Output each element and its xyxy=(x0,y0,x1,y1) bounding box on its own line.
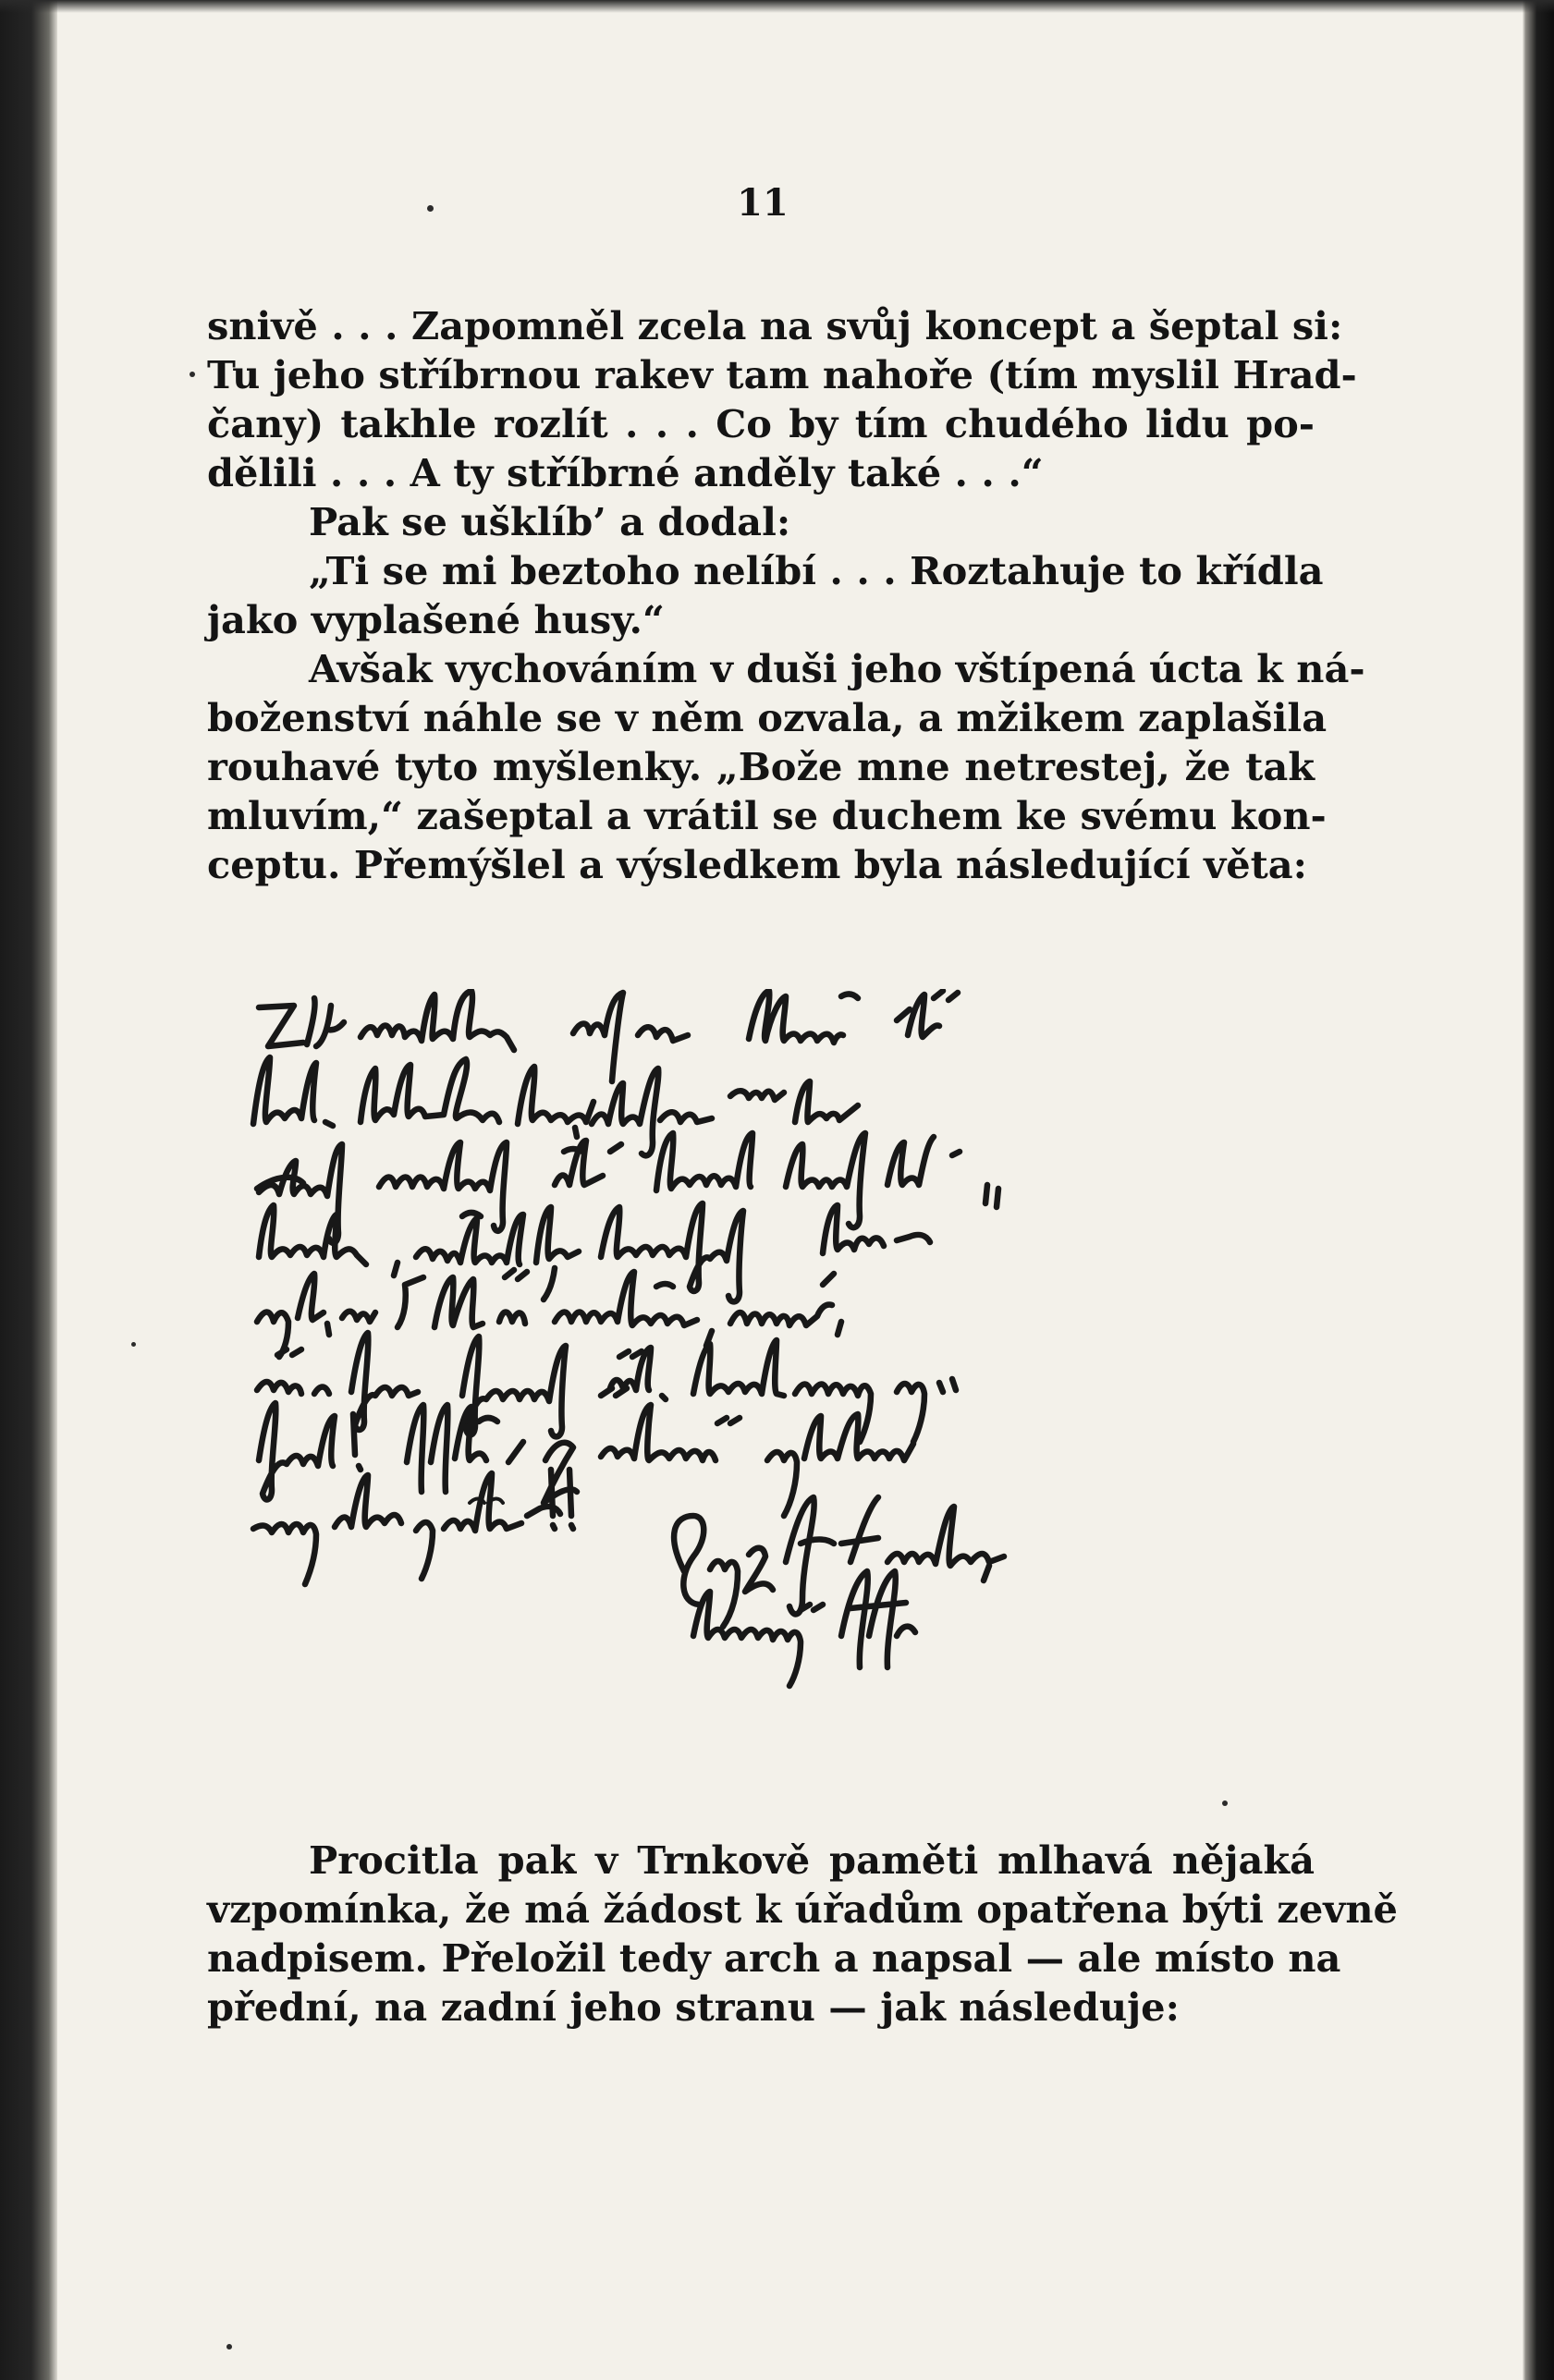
handwriting-line xyxy=(259,1203,930,1301)
signature xyxy=(674,1497,1004,1686)
text-block-lower xyxy=(207,1836,1398,2032)
text-line: nadpisem. Přeložil tedy arch a napsal — ale místo na xyxy=(207,1935,1341,1981)
text-line: „Ti se mi beztoho nelíbí . . . Roztahuje to křídla xyxy=(309,548,1324,593)
scan-speck xyxy=(190,372,195,377)
scan-speck xyxy=(427,205,434,212)
text-line: přední, na zadní jeho stranu — jak následuje: xyxy=(207,1984,1180,2030)
text-line: čany) takhle rozlít . . . Co by tím chudého lidu po- xyxy=(207,401,1315,446)
text-line: jako vyplašené husy.“ xyxy=(207,597,665,642)
text-line: Avšak vychováním v duši jeho vštípená úcta k ná- xyxy=(309,646,1365,691)
text-line: vzpomínka, že má žádost k úřadům opatřena býti zevně xyxy=(207,1886,1398,1932)
scan-speck xyxy=(131,1342,136,1347)
handwriting-drawing xyxy=(250,989,1303,1691)
text-line: boženství náhle se v něm ozvala, a mžikem zaplašila xyxy=(207,695,1328,740)
text-line: rouhavé tyto myšlenky. „Bože mne netrestej, že tak xyxy=(207,744,1315,789)
text-line: snivě . . . Zapomněl zcela na svůj koncept a šeptal si: xyxy=(207,303,1343,348)
text-line: mluvím,“ zašeptal a vrátil se duchem ke svému kon- xyxy=(207,793,1327,838)
scan-edge-top xyxy=(0,0,1554,13)
text-line: dělili . . . A ty stříbrné anděly také . . .“ xyxy=(207,450,1044,495)
page-number: 11 xyxy=(737,181,789,225)
text-line: Tu jeho stříbrnou rakev tam nahoře (tím myslil Hrad- xyxy=(207,352,1357,397)
scan-edge-right xyxy=(1523,0,1554,2380)
handwritten-note-image xyxy=(250,989,1303,1691)
text-block-upper xyxy=(207,301,1365,889)
handwriting-line xyxy=(253,1470,573,1584)
scan-edge-left xyxy=(0,0,57,2380)
handwriting-line xyxy=(259,991,958,1081)
scan-speck xyxy=(226,2344,232,2349)
handwriting-line xyxy=(257,1133,998,1243)
scan-speck xyxy=(1222,1800,1228,1806)
text-line: ceptu. Přemýšlel a výsledkem byla následující věta: xyxy=(207,842,1307,887)
text-line: Pak se ušklíb’ a dodal: xyxy=(309,499,791,544)
handwriting-line xyxy=(253,1057,858,1155)
text-line: Procitla pak v Trnkově paměti mlhavá nějaká xyxy=(309,1837,1315,1883)
